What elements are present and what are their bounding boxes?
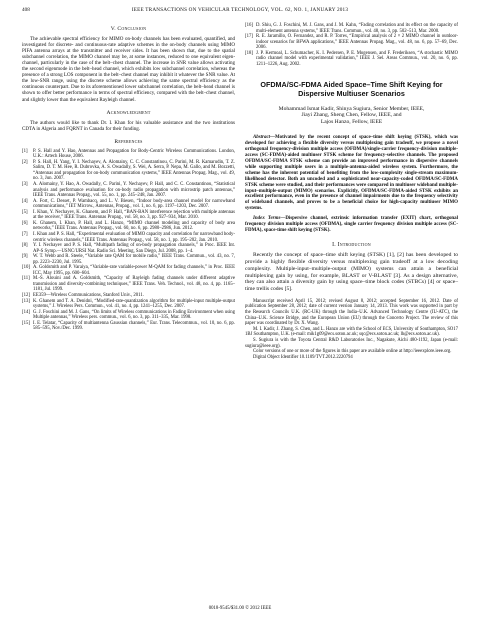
reference-list — [22, 149, 235, 332]
reference-text: EE359—Wireless Communications, Stanford Univ., 2011. — [33, 292, 144, 298]
reference-number: [17] — [245, 34, 253, 40]
reference-number: [11] — [22, 276, 30, 282]
reference-item — [22, 299, 235, 310]
reference-number: [15] — [22, 320, 30, 326]
right-column — [245, 22, 458, 360]
page-number: 408 — [22, 7, 30, 13]
reference-text: A. Goldsmith and P. Varaiya, “Variable-rate variable-power M-QAM for fading channels,” in Proc. IEEE ICC, May 1995, pp. 600–604. — [33, 265, 235, 276]
acknowledgment-heading: Acknowledgment — [106, 109, 151, 116]
index-terms-label: Index Terms — [253, 216, 281, 222]
reference-item — [245, 23, 458, 34]
reference-number: [9] — [22, 254, 28, 260]
reference-item — [22, 182, 235, 199]
footnote: S. Sugiura is with the Toyota Central R&D Laboratories Inc., Nagakute, Aichi 480-1192, Japan (e-mail: sugiura@ieee.org). — [245, 337, 458, 349]
footnote: Color versions of one or more of the figures in this paper are available online at http://ieeexplore.ieee.org. — [253, 349, 452, 355]
index-terms-text: —Dispersive channel, extrinsic information transfer (EXIT) chart, orthogonal frequency division multiple access (OFDMA), single carrier frequency division multiple access (SC-FDMA), space-time shift keying (STSK). — [245, 216, 459, 234]
acknowledgment-text: The authors would like to thank Dr. I. Khan for his valuable assistance and the two institutions CDTA in Algeria and FQRNT in Canada for their funding. — [22, 119, 235, 132]
author-line: Lajos Hanzo, Fellow, IEEE — [320, 119, 383, 126]
author-block — [245, 106, 458, 126]
footnote: Digital Object Identifier 10.1109/TVT.2012.2220794 — [253, 354, 353, 360]
reference-item — [245, 51, 458, 68]
conclusion-text: The achievable spectral efficiency for MIMO on-body channels has been evaluated, quantified, and investigated for discrete- and continuous-rate adaptive schemes in the on-body channels using MIMO PIFA antenna arrays at the transmitter and receiver sides. It has been shown that, due to the spatial subchannel correlation, the MIMO channel may be, at some instances, reduced to one equivalent eigen-channel, particularly in the case of the belt–chest channel. The increase in SNR value allows activating the second eigenmode in the belt–head channel, which exhibits low subchannel correlation, whereas the presence of a strong LOS component in the belt–chest channel may inhibit it whatever the SNR value. At the low-SNR range, using the discrete scheme allows achieving the same spectral efficiency as the continuous counterpart. Due to its aforementioned lower subchannel correlation, the belt–head channel is shown to offer better performance in terms of spectral efficiency, compared with the belt–chest channel, and slightly lower than the equivalent Rayleigh channel. — [22, 36, 235, 103]
reference-item — [22, 232, 235, 243]
reference-item — [22, 254, 235, 265]
reference-item — [22, 210, 235, 221]
footnote: Manuscript received April 15, 2012; revised August 8, 2012; accepted September 16, 2012. Date of publication September 28, 2012; date of current version January 14, 2013. This work was supported in part by the Research Councils U.K. (RC-UK) through the India–U.K. Advanced Technology Centre (IU-ATC), the China–U.K. Science Bridge, and the European Union (EU) through the Concerto Project. The review of this paper was coordinated by Dr. X. Wang. — [245, 298, 458, 327]
reference-number: [7] — [22, 231, 28, 237]
running-header — [22, 7, 458, 16]
reference-text: D. Shiu, G. J. Foschini, M. J. Gans, and J. M. Kahn, “Fading correlation and its effect on the capacity of multi-element antenna systems,” IEEE Trans. Commun., vol. 48, no. 3, pp. 502–513, Mar. 2000. — [256, 23, 458, 34]
reference-number: [14] — [22, 309, 30, 315]
introduction-heading: I. Introduction — [332, 242, 371, 249]
reference-text: P. S. Hall and Y. Hao, Antennas and Propagation for Body-Centric Wireless Communications. London, U.K.: Artech House, 2006. — [33, 148, 235, 160]
reference-item — [22, 199, 235, 210]
paper-title: OFDMA/SC-FDMA Aided Space–Time Shift Keying for Dispersive Multiuser Scenarios — [260, 80, 443, 98]
reference-item — [22, 221, 235, 232]
reference-text: Y. I. Nechayev and P. S. Hall, “Multipath fading of on-body propagation channels,” in Proc. IEEE Int. AP-S Symp.—USNC/URSI Nat. Radio Sci. Meeting, San Diego, Jul. 2008, pp. 1–4. — [33, 243, 235, 254]
reference-text: G. J. Foschini and M. J. Gans, “On limits of Wireless communications in Fading Environment when using Multiple antennas,” Wireless pers. commun., vol. 6, no. 3, pp. 311–335, Mar. 1998. — [33, 309, 235, 321]
introduction — [245, 252, 458, 293]
abstract-label: Abstract — [253, 134, 271, 140]
reference-text: M.-S. Alouini and A. Goldsmith, “Capacity of Rayleigh fading channels under different adaptive transmission and diversity-combining techniques,” IEEE Trans. Veh. Technol., vol. 48, no. 4, pp. 1165–1181, Jul. 1999. — [33, 276, 235, 293]
reference-item — [22, 321, 235, 332]
reference-item — [22, 265, 235, 276]
index-terms — [245, 216, 458, 234]
reference-item — [22, 243, 235, 254]
reference-item — [22, 149, 235, 160]
reference-number: [16] — [245, 23, 253, 28]
reference-text: I. Khan and P. S. Hall, “Experimental evaluation of MIMO capacity and correlation for narrowband body-centric wireless channels,” IEEE Trans. Antennas Propag., vol. 58, no. 1, pp. 195–202, Jan. 2010. — [33, 231, 235, 243]
reference-text: I. Khan, Y. Nechayev, K. Ghanem, and P. Hall, “BAN-BAN interference rejection with multiple antennas at the receiver,” IEEE Trans. Antennas Propag., vol. 58, no. 3, pp. 927–934, Mar. 2010. — [33, 209, 235, 221]
reference-number: [2] — [22, 159, 28, 165]
reference-number: [4] — [22, 198, 28, 204]
reference-text: K. Ghanem, I. Khan, P. Hall, and L. Hanzo, “MIMO channel modeling and capacity of body area networks,” IEEE Trans. Antennas Propag., vol. 60, no. 6, pp. 2980–2986, Jun. 2012. — [33, 220, 235, 232]
left-column — [22, 22, 235, 332]
reference-number: [5] — [22, 209, 28, 215]
reference-text: P. S. Hall, H. Yang, Y. I. Nechayev, A. Alomainy, C. C. Constantinou, C. Parini, M. R. Kamarudin, T. Z. Salim, D. T. M. Hee, R. Dubrovka, A. S. Owadally, S. Wei, A. Serra, P. Nepa, M. Gallo, and M. Bozzetti, “Antennas and propagation for on-body communication systems,” IEEE Antennas Propag. Mag., vol. 49, no. 3, Jun. 2007. — [33, 159, 235, 182]
abstract-text: —Motivated by the recent concept of space–time shift keying (STSK), which was developed for achieving a flexible diversity versus multiplexing gain tradeoff, we propose a novel orthogonal frequency-division multiple access (OFDMA)/single-carrier frequency-division multiple-access (SC-FDMA)-aided multiuser STSK scheme for frequency-selective channels. The proposed OFDMA/SC-FDMA STSK scheme can provide an improved performance in dispersive channels while supporting multiple users in a multiple-antenna-aided wireless system. Furthermore, the scheme has the inherent potential of benefiting from the low-complexity single-stream maximum-likelihood detector. Both an uncoded and a sophisticated near-capacity-coded OFDMA/SC-FDMA STSK scheme were studied, and their performances were compared in multiuser wideband multiple-input–multiple-output (MIMO) scenarios. Explicitly, OFDMA/SC-FDMA-aided STSK exhibits an excellent performance, even in the presence of channel impairments due to the frequency selectivity of wideband channels, and proves to be a beneficial choice for high-capacity multiuser MIMO systems. — [245, 134, 458, 212]
reference-list-continued — [245, 23, 458, 67]
reference-text: K. Ghanem and T. A. Denidni, “Modified-rate-quantization algorithm for multiple-input multiple-output systems,” J. Wireless Pers. Commun., vol. 41, no. 4, pp. 1241–1255, Dec. 2007. — [33, 298, 235, 310]
reference-text: A. Alomainy, Y. Hao, A. Owadally, C. Parini, Y. Nechayev, P. Hall, and C. C. Constantinou, “Statistical analysis and performance evaluation for on-body radio propagation with microstrip patch antennas,” IEEE Trans. Antennas Propag., vol. 55, no. 1, pp. 245–248, Jan. 2007. — [33, 182, 235, 199]
reference-number: [6] — [22, 220, 28, 226]
reference-text: I. E. Telatar, “Capacity of multiantenna Gaussian channels,” Eur. Trans. Telecommun., vol. 10, no. 6, pp. 585–595, Nov./Dec. 1999. — [33, 320, 235, 332]
reference-item — [22, 276, 235, 293]
reference-text: R. E. Jaramillo, O. Fernandez, and R. P. Torres, “Empirical analysis of 2 × 2 MIMO channel in outdoor-indoor scenarios for BFWA applications,” IEEE Antennas Propag. Mag., vol. 48, no. 6, pp. 57–69, Dec. 2006. — [256, 34, 458, 51]
journal-title: IEEE TRANSACTIONS ON VEHICULAR TECHNOLOGY, VOL. 62, NO. 1, JANUARY 2013 — [131, 7, 349, 13]
references-heading: References — [114, 138, 143, 145]
abstract — [245, 135, 458, 212]
reference-item — [22, 310, 235, 321]
introduction-text: Recently the concept of space–time shift keying (STSK) [1], [2] has been developed to provide a highly flexible diversity versus multiplexing gain tradeoff at a low decoding complexity. Multiple-input–multiple-output (MIMO) systems can attain a beneficial multiplexing gain by using, for example, BLAST or V-BLAST [3]. As a design alternative, they can also attain a diversity gain by using space–time block codes (STBCs) [4] or space–time trellis codes [5]. — [245, 252, 458, 292]
footnotes — [245, 299, 458, 361]
reference-number: [12] — [22, 292, 30, 298]
reference-text: J. P. Kermoal, L. Schumacher, K. I. Pedersen, P. E. Mogensen, and F. Frederiksen, “A stochastic MIMO radio channel model with experimental validation,” IEEE J. Sel. Areas Commun., vol. 20, no. 6, pp. 1211–1226, Aug. 2002. — [256, 50, 458, 67]
reference-text: W. T. Webb and R. Steele, “Variable rate QAM for mobile radio,” IEEE Trans. Commun., vol. 43, no. 7, pp. 2223–2230, Jul. 1995. — [33, 254, 235, 265]
reference-text: A. Fort, C. Desset, P. Wambacq, and L. V. Biesen, “Indoor body-area channel model for narrowband communications,” IET Microw., Antennas, Propag., vol. 1, no. 6, pp. 1197–1203, Dec. 2007. — [33, 198, 235, 210]
author-line: Jiayi Zhang, Sheng Chen, Fellow, IEEE, and — [301, 112, 402, 119]
conclusion-heading: V. Conclusion — [110, 26, 147, 32]
reference-number: [13] — [22, 298, 30, 304]
reference-number: [3] — [22, 182, 28, 188]
reference-number: [8] — [22, 243, 28, 249]
reference-number: [1] — [22, 148, 28, 154]
author-line: Mohammad Ismat Kadir, Shinya Sugiura, Senior Member, IEEE, — [278, 105, 425, 112]
footnote: M. I. Kadir, J. Zhang, S. Chen, and L. Hanzo are with the School of ECS, University of Southampton, SO17 1BJ Southampton, U.K. (e-mail: mik1g09@ecs.soton.ac.uk; sqc@ecs.soton.ac.uk; lh@ecs.soton.ac.uk). — [245, 326, 458, 338]
reference-item — [245, 34, 458, 51]
reference-number: [18] — [245, 50, 253, 56]
copyright-footer: 0018-9545/$31.00 © 2012 IEEE — [208, 606, 272, 611]
reference-item — [22, 160, 235, 182]
reference-number: [10] — [22, 265, 30, 271]
